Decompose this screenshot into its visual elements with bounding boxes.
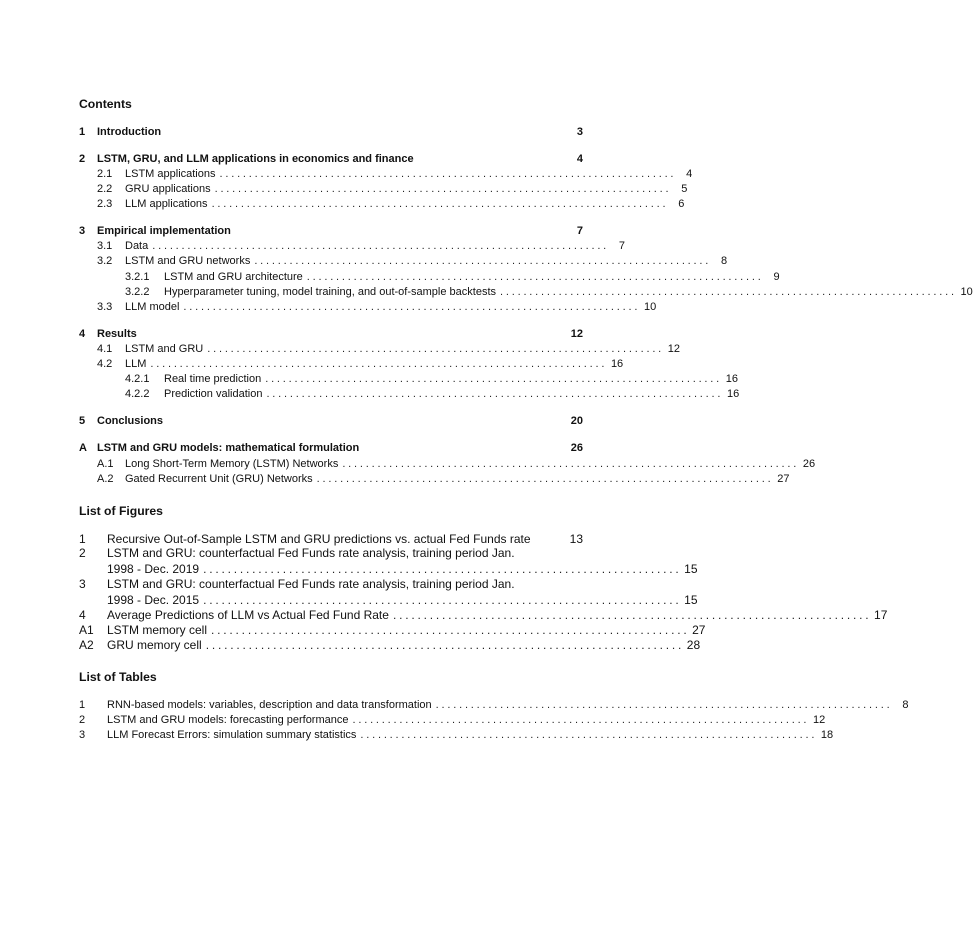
toc-title: LSTM, GRU, and LLM applications in economics and finance	[97, 153, 414, 165]
toc-page: 9	[773, 271, 780, 283]
toc-number: A.1	[97, 458, 114, 470]
table-entry[interactable]: 1 RNN-based models: variables, description and data transformation .............................................................................. 8	[79, 699, 909, 711]
toc-page: 10	[960, 286, 973, 298]
table-title: LLM Forecast Errors: simulation summary statistics	[107, 729, 357, 741]
toc-title: Real time prediction	[164, 373, 262, 385]
figure-title-line1: LSTM and GRU: counterfactual Fed Funds rate analysis, training period Jan.	[107, 546, 515, 560]
toc-title: LSTM and GRU networks	[125, 255, 251, 267]
figure-number: 4	[79, 608, 86, 622]
table-number: 1	[79, 699, 86, 711]
figure-title: Average Predictions of LLM vs Actual Fed Fund Rate	[107, 608, 389, 622]
toc-title: Hyperparameter tuning, model training, and out-of-sample backtests	[164, 286, 497, 298]
toc-entry[interactable]: 3.2.1 LSTM and GRU architecture .............................................................................. 9	[79, 270, 583, 284]
toc-number: 3.2.1	[125, 271, 150, 283]
figure-number: 3	[79, 577, 86, 591]
toc-title: Results	[97, 328, 137, 340]
toc-entry[interactable]: 3.2.2 Hyperparameter tuning, model training, and out-of-sample backtests .............................................................................. 10	[79, 285, 583, 299]
figures-heading: List of Figures	[79, 504, 163, 518]
toc-entry[interactable]	[79, 125, 583, 139]
toc-page: 16	[610, 358, 624, 370]
table-number: 3	[79, 729, 86, 741]
table-entry[interactable]: 2 LSTM and GRU models: forecasting performance .............................................................................. 12	[79, 714, 826, 726]
toc-title: LLM applications	[125, 198, 208, 210]
toc-entry[interactable]: 3.2 LSTM and GRU networks .............................................................................. 8	[79, 254, 583, 268]
toc-page: 3	[576, 126, 583, 138]
toc-number: 4.2.2	[125, 388, 150, 400]
figure-page: 15	[684, 593, 698, 607]
figure-title: GRU memory cell	[107, 638, 202, 652]
table-page: 12	[813, 714, 826, 726]
toc-page: 8	[720, 255, 728, 267]
toc-entry[interactable]: 2.3 LLM applications .............................................................................. 6	[79, 197, 583, 211]
toc-number: 2.1	[97, 168, 113, 180]
toc-number: A.2	[97, 473, 114, 485]
toc-title: GRU applications	[125, 183, 211, 195]
toc-entry[interactable]: A.1 Long Short-Term Memory (LSTM) Networks .............................................................................. 26	[79, 457, 583, 471]
table-page: 8	[902, 699, 909, 711]
toc-page: 7	[618, 240, 626, 252]
figure-number: A1	[79, 623, 94, 637]
toc-number: 5	[79, 415, 86, 427]
toc-entry[interactable]	[79, 327, 583, 341]
toc-number: 4	[79, 328, 86, 340]
toc-entry[interactable]: 4.2.2 Prediction validation .............................................................................. 16	[79, 387, 583, 401]
toc-page: 5	[681, 183, 688, 195]
toc-title: LLM model	[125, 301, 180, 313]
figure-entry[interactable]	[79, 532, 583, 546]
figure-entry[interactable]: 4 Average Predictions of LLM vs Actual Fed Fund Rate .............................................................................. 17	[79, 608, 888, 622]
toc-number: A	[79, 442, 87, 454]
toc-number: 1	[79, 126, 86, 138]
toc-number: 2.3	[97, 198, 113, 210]
figure-entry[interactable]: A2 GRU memory cell .............................................................................. 28	[79, 638, 701, 652]
toc-page: 26	[802, 458, 816, 470]
toc-title: LSTM and GRU	[125, 343, 204, 355]
toc-page: 7	[576, 225, 583, 237]
figure-number: 1	[79, 532, 86, 546]
toc-page: 12	[667, 343, 681, 355]
figure-title-line1: LSTM and GRU: counterfactual Fed Funds rate analysis, training period Jan.	[107, 577, 515, 591]
toc-page: 20	[570, 415, 583, 427]
contents-heading: Contents	[79, 97, 132, 111]
toc-entry[interactable]: 3.1 Data .............................................................................. 7	[79, 239, 583, 253]
toc-entry[interactable]: 4.2 LLM .............................................................................. 16	[79, 357, 583, 371]
toc-number: 3.2	[97, 255, 113, 267]
figure-title: LSTM memory cell	[107, 623, 208, 637]
toc-title: Gated Recurrent Unit (GRU) Networks	[125, 473, 313, 485]
table-title: LSTM and GRU models: forecasting performance	[107, 714, 349, 726]
figure-page: 27	[692, 623, 706, 637]
figure-entry[interactable]: A1 LSTM memory cell .............................................................................. 27	[79, 623, 706, 637]
toc-page: 16	[726, 388, 740, 400]
toc-number: 4.2	[97, 358, 113, 370]
figure-page: 15	[684, 562, 698, 576]
toc-entry[interactable]: 4.2.1 Real time prediction .............................................................................. 16	[79, 372, 583, 386]
toc-entry[interactable]	[79, 414, 583, 428]
toc-page: 10	[643, 301, 657, 313]
toc-number: 2.2	[97, 183, 113, 195]
toc-title: LLM	[125, 358, 147, 370]
toc-entry[interactable]: 4.1 LSTM and GRU .............................................................................. 12	[79, 342, 583, 356]
figure-title-line2: 1998 - Dec. 2015	[107, 593, 200, 607]
toc-title: LSTM and GRU models: mathematical formulation	[97, 442, 360, 454]
toc-entry[interactable]	[79, 152, 583, 166]
toc-number: 3.3	[97, 301, 113, 313]
toc-title: Prediction validation	[164, 388, 263, 400]
toc-title: LSTM and GRU architecture	[164, 271, 303, 283]
toc-page: 27	[777, 473, 790, 485]
figure-page: 17	[874, 608, 888, 622]
toc-title: Introduction	[97, 126, 162, 138]
figure-entry[interactable]: 2 LSTM and GRU: counterfactual Fed Funds rate analysis, training period Jan. 1998 - Dec. 2019 .............................................................................. 15	[79, 546, 698, 576]
toc-number: 2	[79, 153, 86, 165]
toc-number: 4.1	[97, 343, 113, 355]
table-number: 2	[79, 714, 86, 726]
toc-number: 3	[79, 225, 86, 237]
toc-page: 16	[725, 373, 738, 385]
figure-page: 28	[686, 638, 701, 652]
toc-page: 26	[570, 442, 583, 454]
table-entry[interactable]: 3 LLM Forecast Errors: simulation summary statistics .............................................................................. 18	[79, 729, 834, 741]
toc-title: Data	[125, 240, 149, 252]
figure-entry[interactable]: 3 LSTM and GRU: counterfactual Fed Funds rate analysis, training period Jan. 1998 - Dec. 2015 .............................................................................. 15	[79, 577, 698, 607]
figure-title: Recursive Out-of-Sample LSTM and GRU predictions vs. actual Fed Funds rate	[107, 532, 531, 546]
toc-entry[interactable]: 3.3 LLM model .............................................................................. 10	[79, 300, 583, 314]
toc-entry[interactable]: 2.2 GRU applications .............................................................................. 5	[79, 182, 583, 196]
table-title: RNN-based models: variables, description and data transformation	[107, 699, 432, 711]
toc-title: Empirical implementation	[97, 225, 231, 237]
toc-number: 4.2.1	[125, 373, 150, 385]
toc-title: Long Short-Term Memory (LSTM) Networks	[125, 458, 339, 470]
toc-entry[interactable]: 2.1 LSTM applications .............................................................................. 4	[79, 167, 583, 181]
table-page: 18	[820, 729, 834, 741]
tables-heading: List of Tables	[79, 670, 157, 684]
figure-title-line2: 1998 - Dec. 2019	[107, 562, 200, 576]
toc-entry[interactable]	[79, 441, 583, 455]
toc-page: 4	[686, 168, 693, 180]
toc-title: Conclusions	[97, 415, 164, 427]
toc-number: 3.1	[97, 240, 113, 252]
toc-number: 3.2.2	[125, 286, 150, 298]
figure-page: 13	[569, 532, 583, 546]
figure-number: A2	[79, 638, 94, 652]
toc-entry[interactable]: A.2 Gated Recurrent Unit (GRU) Networks .............................................................................. 27	[79, 472, 583, 486]
toc-page: 12	[570, 328, 583, 340]
figure-number: 2	[79, 546, 86, 560]
toc-title: LSTM applications	[125, 168, 216, 180]
toc-entry[interactable]	[79, 224, 583, 238]
toc-page: 4	[576, 153, 583, 165]
toc-page: 6	[678, 198, 685, 210]
